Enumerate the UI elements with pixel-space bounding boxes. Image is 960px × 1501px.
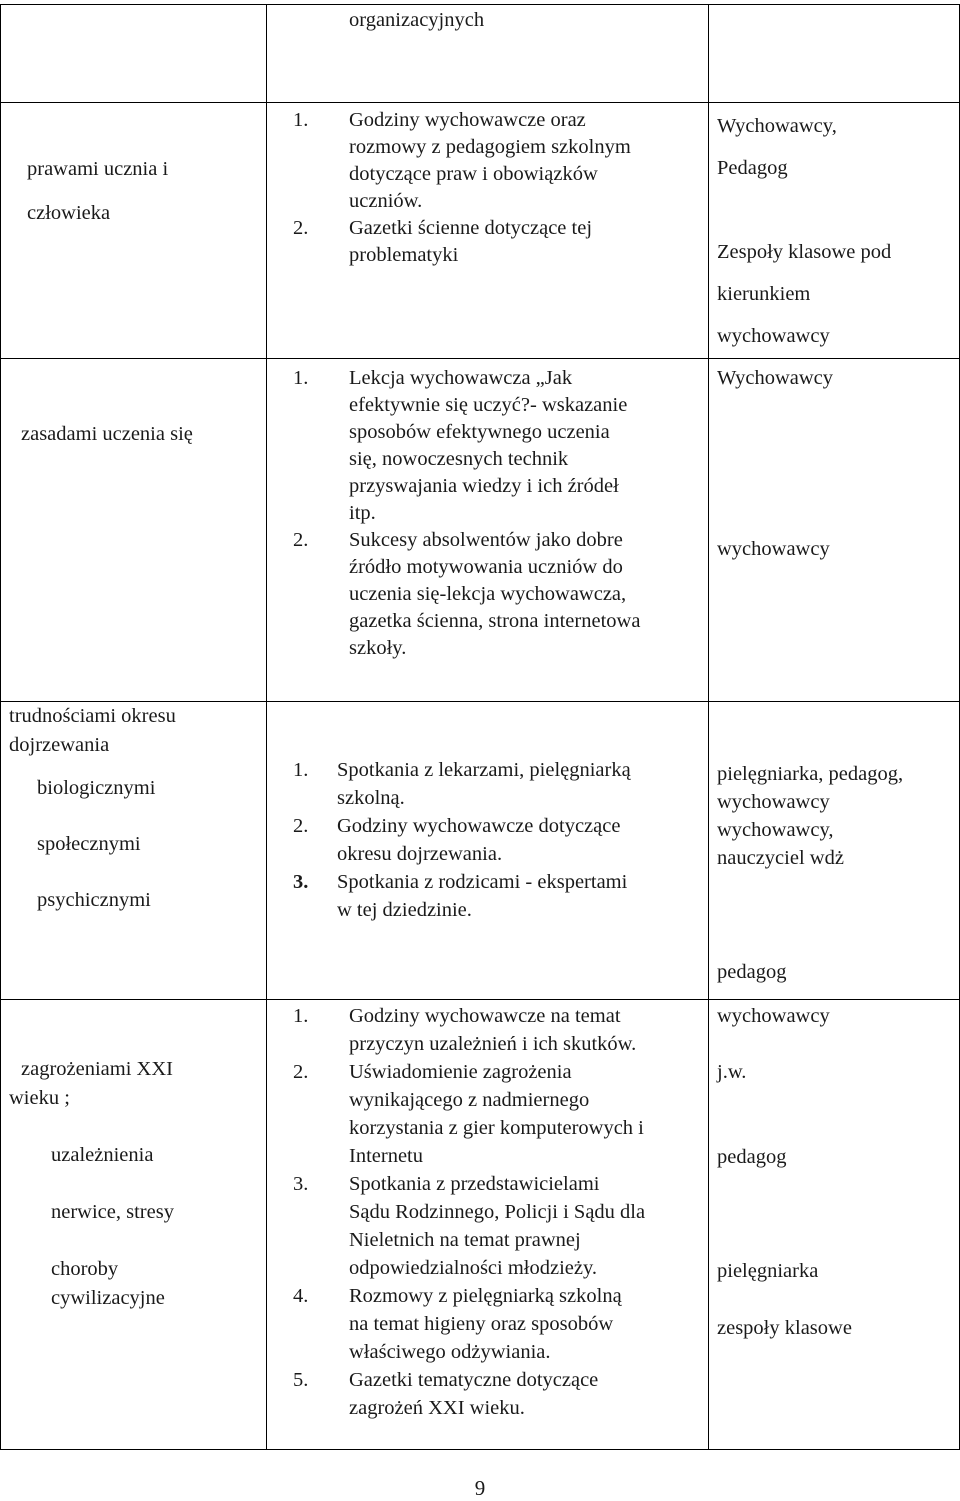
item-text: Godziny wychowawcze dotyczące xyxy=(337,815,621,837)
item-number: 1. xyxy=(293,367,309,389)
responsible-line: Wychowawcy, xyxy=(717,115,837,137)
list-item xyxy=(267,1170,708,1282)
item-text: Uświadomienie zagrożenia xyxy=(349,1061,572,1083)
cell-activities xyxy=(267,702,709,1000)
item-number: 1. xyxy=(293,759,309,781)
cell-empty xyxy=(1,5,267,103)
item-text: zagrożeń XXI wieku. xyxy=(349,1397,525,1419)
cell-activities xyxy=(267,103,709,359)
item-text: Sądu Rodzinnego, Policji i Sądu dla xyxy=(349,1201,646,1223)
responsible-line: wychowawcy, xyxy=(717,819,834,841)
cell-activities xyxy=(267,5,709,103)
topic-line: nerwice, stresy xyxy=(51,1201,174,1223)
list-item xyxy=(267,756,708,812)
cell-responsible xyxy=(709,103,960,359)
table-row xyxy=(1,5,960,103)
responsible-line: pedagog xyxy=(717,961,787,983)
item-text: Godziny wychowawcze na temat xyxy=(349,1005,621,1027)
item-text: szkolną. xyxy=(337,787,405,809)
item-text: się, nowoczesnych technik xyxy=(349,448,569,470)
responsible-line: j.w. xyxy=(717,1061,747,1083)
topic-line: cywilizacyjne xyxy=(51,1287,165,1309)
item-text: problematyki xyxy=(349,244,459,266)
item-text: Godziny wychowawcze oraz xyxy=(349,109,586,131)
topic-line: prawami ucznia i xyxy=(27,158,169,180)
responsible-line: pedagog xyxy=(717,1146,787,1168)
responsible-line: pielęgniarka xyxy=(717,1260,819,1282)
table-row xyxy=(1,1000,960,1450)
cell-topic xyxy=(1,702,267,1000)
topic-line: społecznymi xyxy=(37,833,141,855)
cell-topic xyxy=(1,103,267,359)
list-item xyxy=(267,1366,708,1422)
item-text: Rozmowy z pielęgniarką szkolną xyxy=(349,1285,622,1307)
list-item xyxy=(267,527,708,662)
list-item xyxy=(267,1058,708,1170)
cell-responsible xyxy=(709,1000,960,1450)
cell-text: organizacyjnych xyxy=(349,9,485,31)
item-number: 1. xyxy=(293,109,309,131)
responsible-line: nauczyciel wdż xyxy=(717,847,844,869)
item-number: 2. xyxy=(293,529,309,551)
item-text: szkoły. xyxy=(349,637,407,659)
cell-responsible xyxy=(709,5,960,103)
item-text: Gazetki ścienne dotyczące tej xyxy=(349,217,593,239)
item-text: Internetu xyxy=(349,1145,423,1167)
item-number: 3. xyxy=(293,871,309,893)
item-text: przyczyn uzależnień i ich skutków. xyxy=(349,1033,637,1055)
program-table xyxy=(0,4,960,1450)
topic-line: choroby xyxy=(51,1258,119,1280)
item-text: uczniów. xyxy=(349,190,423,212)
list-item xyxy=(267,812,708,868)
responsible-line: wychowawcy xyxy=(717,1005,830,1027)
topic-line: trudnościami okresu xyxy=(9,705,176,727)
item-number: 2. xyxy=(293,1061,309,1083)
item-number: 4. xyxy=(293,1285,309,1307)
item-text: Nieletnich na temat prawnej xyxy=(349,1229,581,1251)
item-text: na temat higieny oraz sposobów xyxy=(349,1313,614,1335)
cell-topic xyxy=(1,1000,267,1450)
list-item xyxy=(267,365,708,527)
topic-line: dojrzewania xyxy=(9,734,110,756)
item-text: itp. xyxy=(349,502,376,524)
table-row xyxy=(1,359,960,702)
responsible-line: Zespoły klasowe pod xyxy=(717,241,892,263)
item-text: okresu dojrzewania. xyxy=(337,843,503,865)
list-item xyxy=(267,215,708,269)
item-text: przyswajania wiedzy i ich źródeł xyxy=(349,475,619,497)
topic-line: człowieka xyxy=(27,202,111,224)
topic-line: wieku ; xyxy=(9,1087,70,1109)
item-text: sposobów efektywnego uczenia xyxy=(349,421,610,443)
item-text: uczenia się-lekcja wychowawcza, xyxy=(349,583,627,605)
item-text: wynikającego z nadmiernego xyxy=(349,1089,590,1111)
topic-line: biologicznymi xyxy=(37,777,156,799)
cell-responsible xyxy=(709,359,960,702)
table-row xyxy=(1,702,960,1000)
responsible-line: wychowawcy xyxy=(717,325,830,347)
topic-line: zasadami uczenia się xyxy=(21,423,193,445)
responsible-line: zespoły klasowe xyxy=(717,1317,852,1339)
item-text: Sukcesy absolwentów jako dobre xyxy=(349,529,623,551)
item-number: 3. xyxy=(293,1173,309,1195)
cell-responsible xyxy=(709,702,960,1000)
item-text: odpowiedzialności młodzieży. xyxy=(349,1257,598,1279)
item-text: w tej dziedzinie. xyxy=(337,899,472,921)
item-text: gazetka ścienna, strona internetowa xyxy=(349,610,641,632)
cell-activities xyxy=(267,1000,709,1450)
topic-line: zagrożeniami XXI xyxy=(21,1058,173,1080)
item-text: rozmowy z pedagogiem szkolnym xyxy=(349,136,631,158)
topic-line: psychicznymi xyxy=(37,889,151,911)
list-item xyxy=(267,1282,708,1366)
list-item xyxy=(267,107,708,215)
item-text: Lekcja wychowawcza „Jak xyxy=(349,367,573,389)
list-item xyxy=(267,868,708,924)
item-text: właściwego odżywiania. xyxy=(349,1341,551,1363)
responsible-line: pielęgniarka, pedagog, xyxy=(717,763,904,785)
cell-topic xyxy=(1,359,267,702)
responsible-line: Wychowawcy xyxy=(717,367,834,389)
list-item xyxy=(267,1002,708,1058)
item-number: 1. xyxy=(293,1005,309,1027)
item-text: korzystania z gier komputerowych i xyxy=(349,1117,644,1139)
item-text: Spotkania z przedstawicielami xyxy=(349,1173,600,1195)
item-number: 2. xyxy=(293,815,309,837)
cell-activities xyxy=(267,359,709,702)
responsible-line: wychowawcy xyxy=(717,538,830,560)
item-number: 2. xyxy=(293,217,309,239)
page-number: 9 xyxy=(474,1476,486,1500)
item-text: efektywnie się uczyć?- wskazanie xyxy=(349,394,628,416)
item-number: 5. xyxy=(293,1369,309,1391)
item-text: źródło motywowania uczniów do xyxy=(349,556,623,578)
item-text: Gazetki tematyczne dotyczące xyxy=(349,1369,599,1391)
topic-line: uzależnienia xyxy=(51,1144,154,1166)
table-row xyxy=(1,103,960,359)
item-text: Spotkania z lekarzami, pielęgniarką xyxy=(337,759,631,781)
responsible-line: Pedagog xyxy=(717,157,788,179)
responsible-line: kierunkiem xyxy=(717,283,811,305)
item-text: dotyczące praw i obowiązków xyxy=(349,163,598,185)
responsible-line: wychowawcy xyxy=(717,791,830,813)
item-text: Spotkania z rodzicami - ekspertami xyxy=(337,871,628,893)
